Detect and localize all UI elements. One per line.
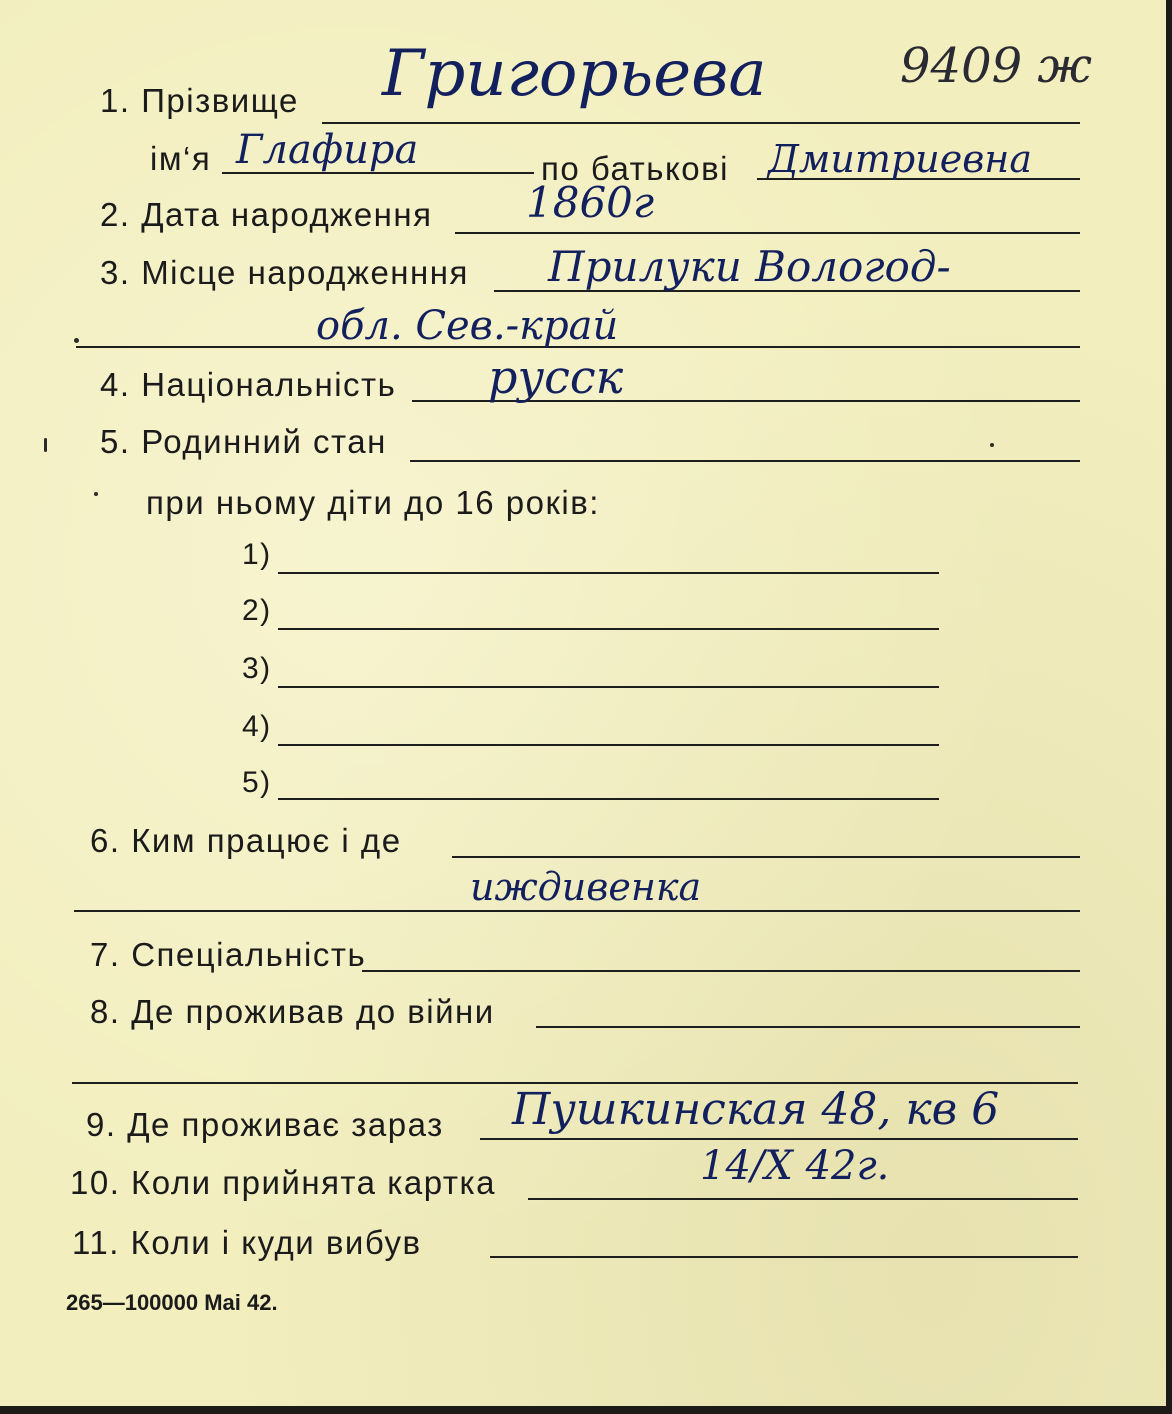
- first-name-label: ім‘я: [150, 140, 212, 177]
- birth-date-line: [455, 232, 1080, 234]
- handwritten-surname: Григорьева: [382, 37, 767, 111]
- handwritten-first-name: Глафира: [236, 127, 419, 173]
- child-4-line: [278, 744, 939, 746]
- child-1-line: [278, 572, 939, 574]
- handwritten-birthplace-1: Прилуки Вологод-: [548, 242, 951, 291]
- surname-label: 1. Прізвище: [100, 82, 299, 119]
- departure-line: [490, 1256, 1078, 1258]
- work-line-1: [452, 856, 1080, 858]
- ink-speck: [94, 492, 98, 496]
- ink-speck: [74, 338, 79, 343]
- card-accepted-line: [528, 1198, 1078, 1200]
- child-1-label: 1): [242, 538, 272, 571]
- handwritten-nationality: русск: [488, 350, 624, 404]
- handwritten-birth-date: 1860г: [526, 178, 655, 227]
- family-status-label: 5. Родинний стан: [100, 423, 387, 460]
- specialty-line: [362, 970, 1080, 972]
- child-2-line: [278, 628, 939, 630]
- departure-label: 11. Коли і куди вибув: [72, 1224, 422, 1261]
- child-4-label: 4): [242, 710, 272, 743]
- birthplace-label: 3. Місце народженння: [100, 254, 469, 291]
- children-label: при ньому діти до 16 років:: [146, 484, 600, 521]
- ink-speck: [990, 443, 994, 447]
- handwritten-work: иждивенка: [470, 865, 702, 909]
- prewar-residence-label: 8. Де проживав до війни: [90, 993, 495, 1030]
- card-accepted-label: 10. Коли прийнята картка: [70, 1164, 496, 1201]
- child-3-label: 3): [242, 652, 272, 685]
- current-residence-line: [480, 1138, 1078, 1140]
- handwritten-patronymic: Дмитриевна: [768, 137, 1032, 181]
- work-label: 6. Ким працює і де: [90, 822, 402, 859]
- ink-speck: [44, 438, 47, 452]
- child-2-label: 2): [242, 594, 272, 627]
- child-5-label: 5): [242, 766, 272, 799]
- child-5-line: [278, 798, 939, 800]
- patronymic-label: по батькові: [541, 150, 729, 187]
- family-status-line: [410, 460, 1080, 462]
- handwritten-current-address: Пушкинская 48, кв 6: [512, 1084, 1000, 1135]
- current-residence-label: 9. Де проживає зараз: [86, 1106, 444, 1143]
- prewar-residence-line-1: [536, 1026, 1080, 1028]
- nationality-label: 4. Національність: [100, 366, 397, 403]
- handwritten-card-number: 9409 ж: [900, 38, 1092, 94]
- print-code: 265—100000 Mai 42.: [66, 1290, 278, 1315]
- birth-date-label: 2. Дата народження: [100, 196, 433, 233]
- handwritten-card-date: 14/X 42г.: [700, 1143, 890, 1189]
- work-line-2: [74, 910, 1080, 912]
- child-3-line: [278, 686, 939, 688]
- handwritten-birthplace-2: обл. Сев.-край: [316, 303, 619, 349]
- surname-line: [322, 122, 1080, 124]
- specialty-label: 7. Спеціальність: [90, 936, 367, 973]
